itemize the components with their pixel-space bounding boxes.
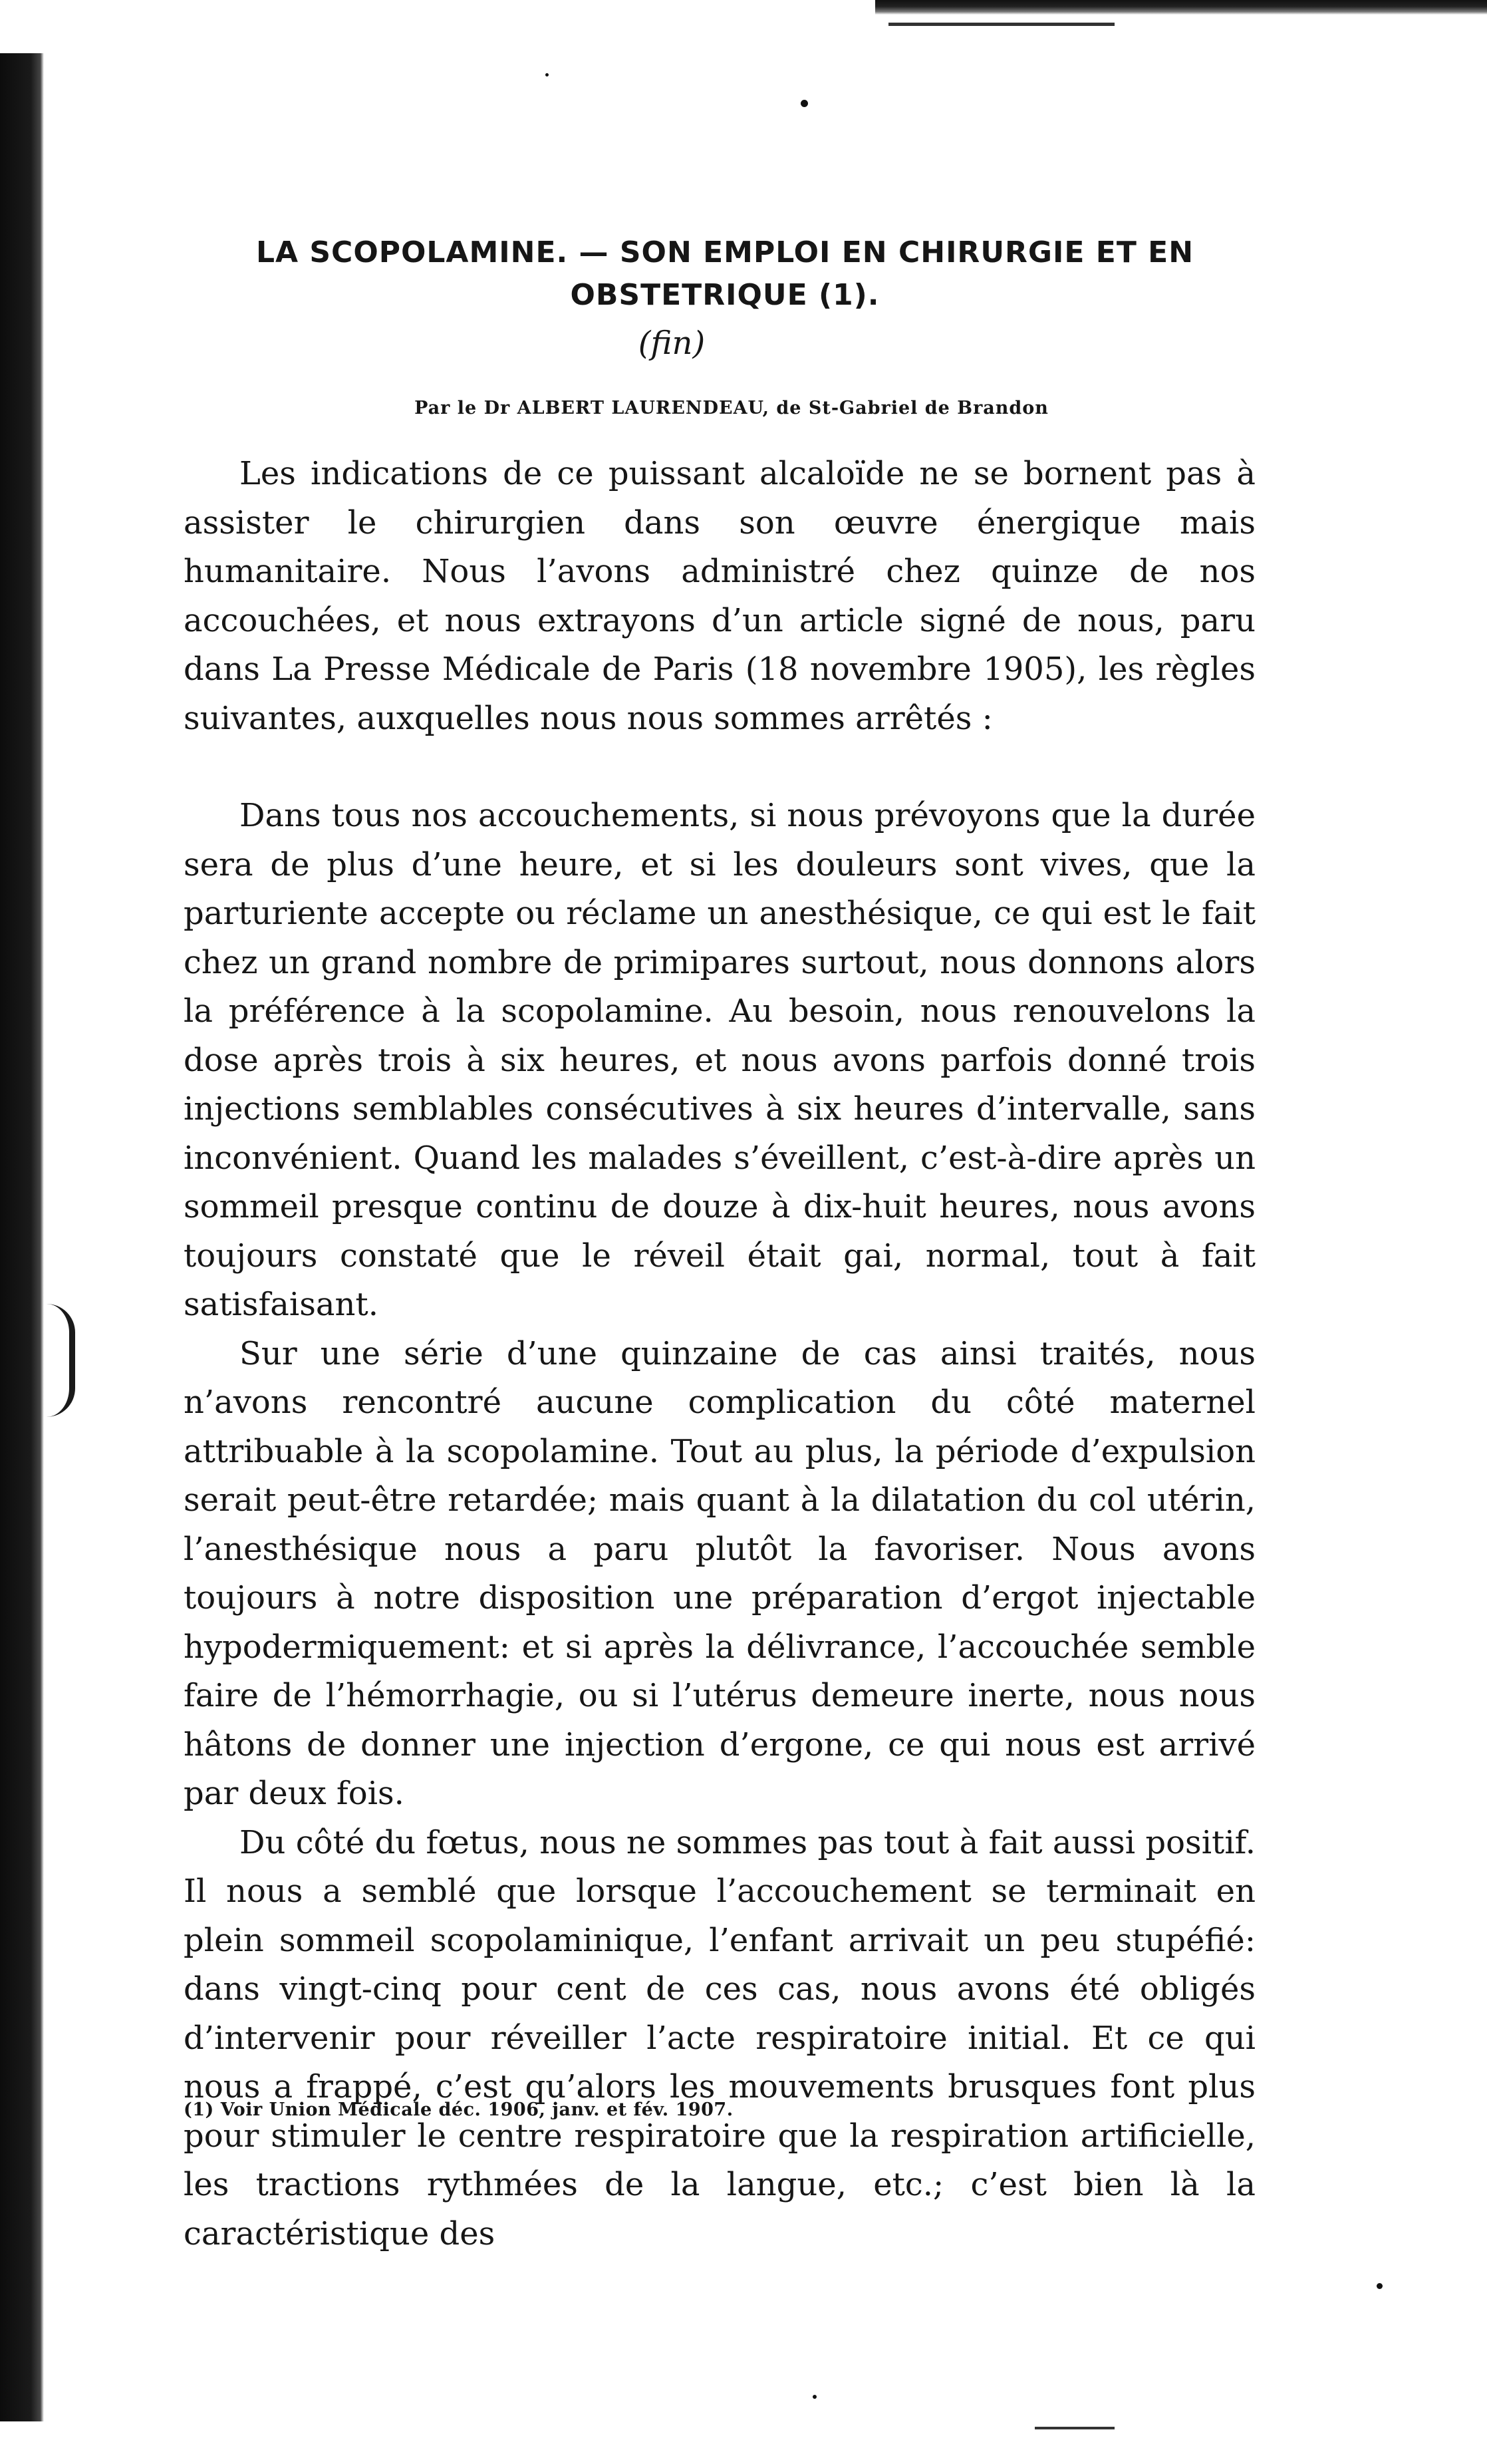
article-title-line-1: LA SCOPOLAMINE. — SON EMPLOI EN CHIRURGIE ET EN (255, 235, 1194, 269)
paragraph-3: Sur une série d’une quinzaine de cas ainsi traités, nous n’avons rencontré aucune complication du côté maternel attribuable à la scopolamine. Tout au plus, la période d’expulsion serait peut-être retardée; mais quant à la dilatation du col utérin, l’anesthésique nous a paru plutôt la favoriser. Nous avons toujours à notre disposition une préparation d’ergot injectable hypodermiquement: et si après la délivrance, l’accouchée semble faire de l’hémorrhagie, ou si l’utérus demeure inerte, nous nous hâtons de donner une injection d’ergone, ce qui nous est arrivé par deux fois. (184, 1334, 1256, 1812)
ink-speck (1377, 2283, 1383, 2289)
article-title-line-2: OBSTETRIQUE (1). (570, 278, 880, 312)
scan-margin-mark (47, 1304, 75, 1417)
article-body (184, 450, 1256, 2258)
ink-speck (813, 2395, 817, 2399)
article-title (219, 231, 1230, 317)
paragraph-4: Du côté du fœtus, nous ne sommes pas tout à fait aussi positif. Il nous a semblé que lorsque l’accouchement se terminait en plein sommeil scopolaminique, l’enfant arrivait un peu stupéfié: dans vingt-cinq pour cent de ces cas, nous avons été obligés d’intervenir pour réveiller l’acte respiratoire initial. Et ce qui nous a frappé, c’est qu’alors les mouvements brusques font plus pour stimuler le centre respiratoire que la respiration artificielle, les tractions rythmées de la langue, etc.; c’est bien là la caractéristique des (184, 1823, 1256, 2252)
scan-top-rule (888, 23, 1115, 26)
author-byline: Par le Dr ALBERT LAURENDEAU, de St-Gabriel de Brandon (414, 398, 1049, 418)
paragraph-1: Les indications de ce puissant alcaloïde ne se bornent pas à assister le chirurgien dans son œuvre énergique mais humanitaire. Nous l’avons administré chez quinze de nos accouchées, et nous extrayons d’un article signé de nous, paru dans La Presse Médicale de Paris (18 novembre 1905), les règles suivantes, auxquelles nous nous sommes arrêtés : (184, 455, 1256, 737)
scan-top-edge (875, 0, 1487, 15)
scan-bottom-mark (1035, 2427, 1115, 2429)
ink-speck (545, 73, 549, 77)
scan-binding-shadow (0, 53, 44, 2421)
article-subtitle: (fin) (638, 325, 706, 362)
paragraph-2: Dans tous nos accouchements, si nous prévoyons que la durée sera de plus d’une heure, et si les douleurs sont vives, que la parturiente accepte ou réclame un anesthésique, ce qui est le fait chez un grand nombre de primipares surtout, nous donnons alors la préférence à la scopolamine. Au besoin, nous renouvelons la dose après trois à six heures, et nous avons parfois donné trois injections semblables consécutives à six heures d’intervalle, sans inconvénient. Quand les malades s’éveillent, c’est-à-dire après un sommeil presque continu de douze à dix-huit heures, nous avons toujours constaté que le réveil était gai, normal, tout à fait satisfaisant. (184, 797, 1256, 1323)
ink-speck (801, 100, 808, 107)
footnote: (1) Voir Union Médicale déc. 1906, janv. et fév. 1907. (184, 2099, 734, 2120)
